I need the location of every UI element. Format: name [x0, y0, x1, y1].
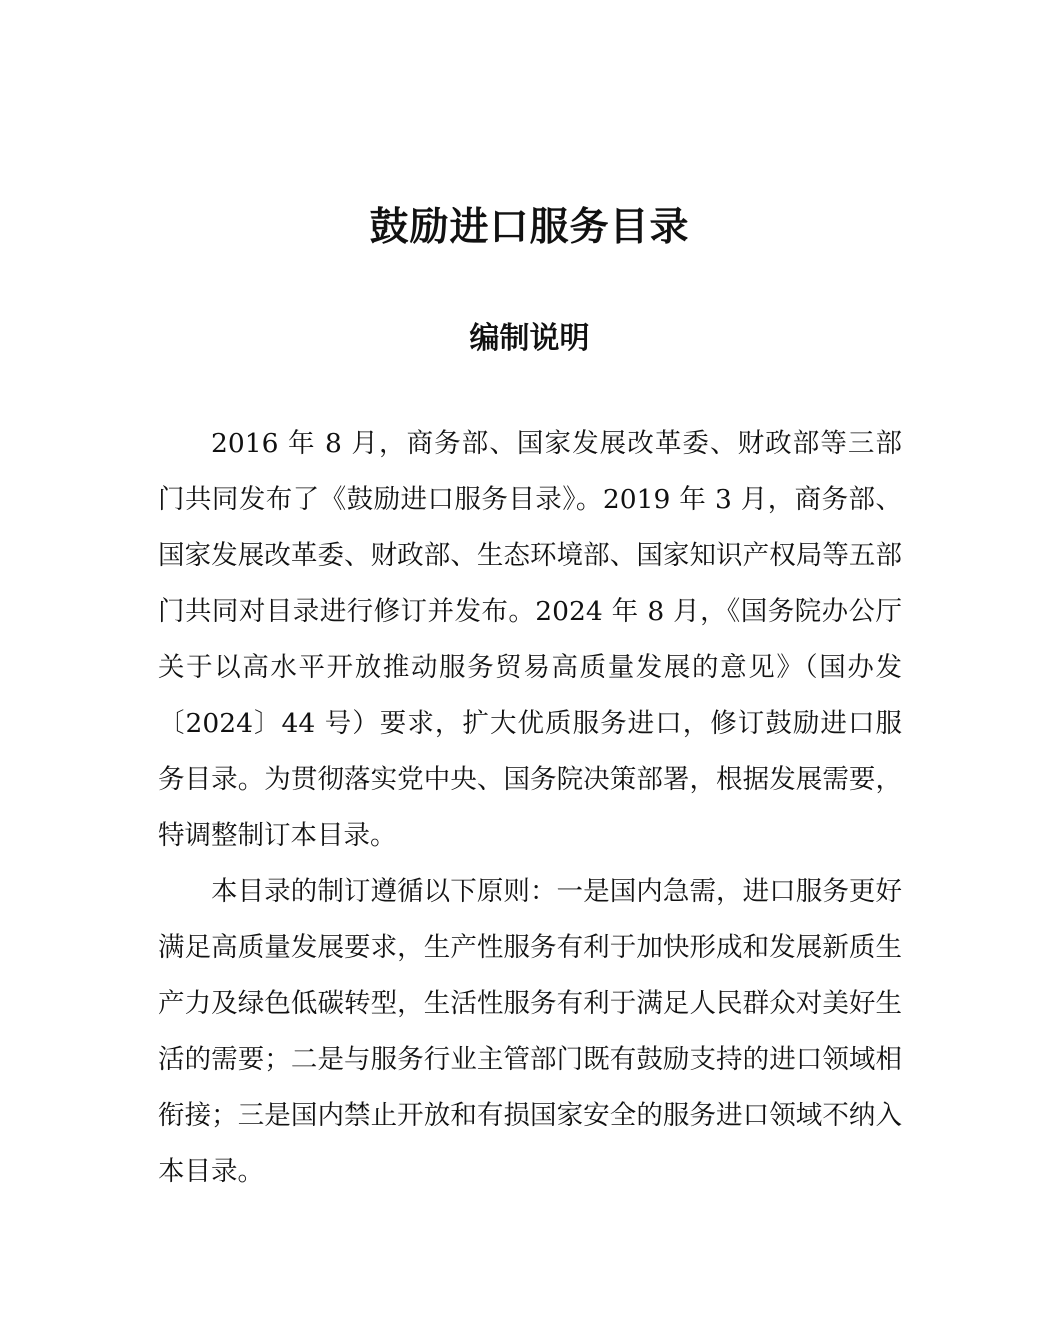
document-body [158, 416, 902, 1200]
document-title: 鼓励进口服务目录 [369, 205, 690, 250]
section-heading: 编制说明 [469, 321, 590, 356]
paragraph-principles: 本目录的制订遵循以下原则：一是国内急需，进口服务更好满足高质量发展要求，生产性服务有利于加快形成和发展新质生产力及绿色低碳转型，生活性服务有利于满足人民群众对美好生活的需要；二是与服务行业主管部门既有鼓励支持的进口领域相衔接；三是国内禁止开放和有损国家安全的服务进口领域不纳入本目录。 [158, 876, 902, 1187]
paragraph-background: 2016 年 8 月，商务部、国家发展改革委、财政部等三部门共同发布了《鼓励进口服务目录》。2019 年 3 月，商务部、国家发展改革委、财政部、生态环境部、国家知识产权局等五部门共同对目录进行修订并发布。2024 年 8 月，《国务院办公厅关于以高水平开放推动服务贸易高质量发展的意见》（国办发〔2024〕44 号）要求，扩大优质服务进口，修订鼓励进口服务目录。为贯彻落实党中央、国务院决策部署，根据发展需要，特调整制订本目录。 [158, 428, 902, 851]
